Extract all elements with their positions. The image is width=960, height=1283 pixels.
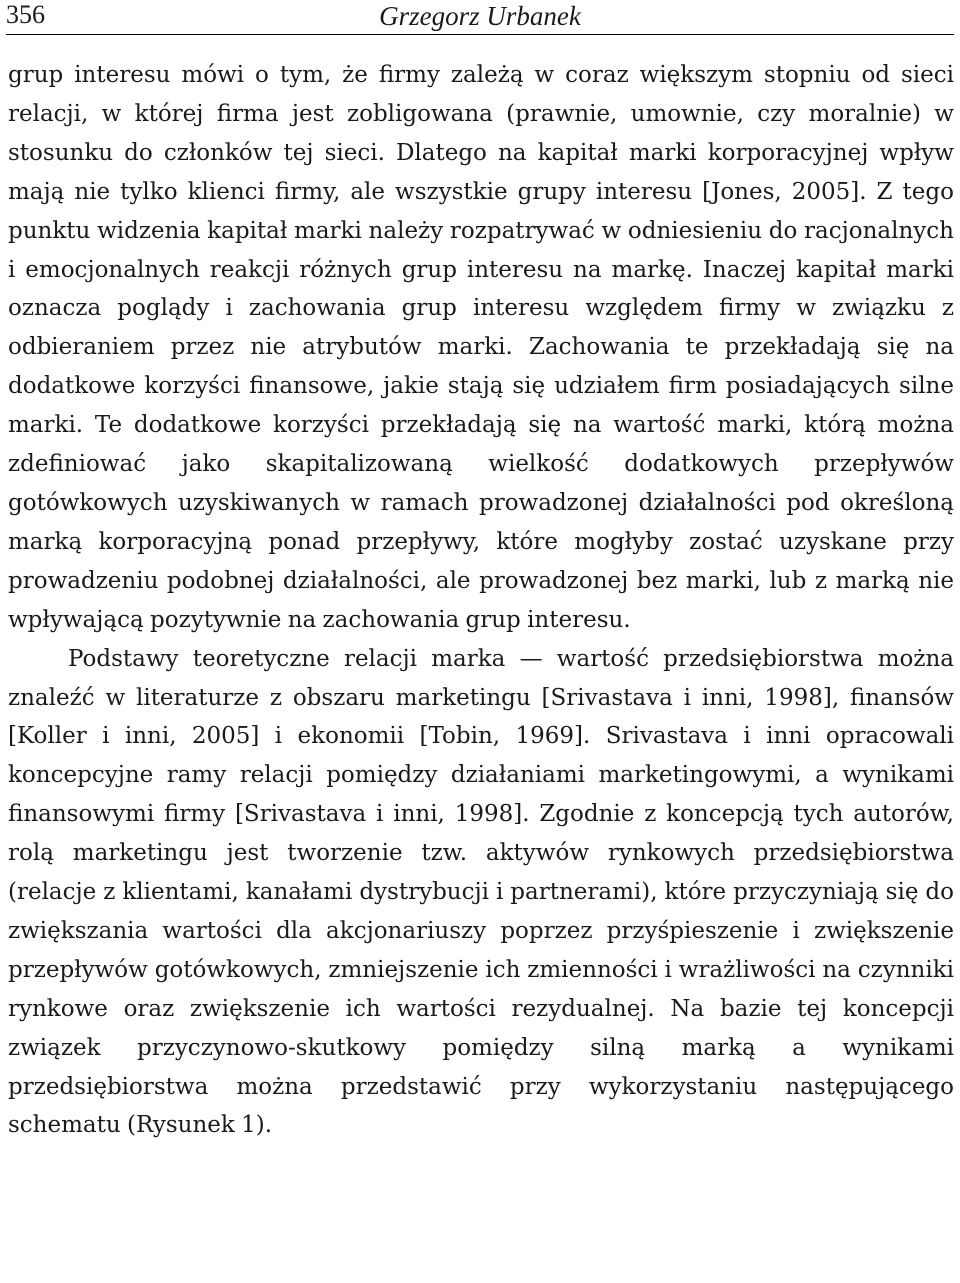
paragraph-2: Podstawy teoretyczne relacji marka — wartość przedsiębiorstwa można znaleźć w literaturze z obszaru marketingu [Srivastava i inni, 1998], finansów [Koller i inni, 2005] i ekonomii [Tobin, 1969]. Srivastava i inni opracowali koncepcyjne ramy relacji pomiędzy działaniami marketingowymi, a wynikami finansowymi firmy [Srivastava i inni, 1998]. Zgodnie z koncepcją tych autorów, rolą marketingu jest tworzenie tzw. aktywów rynkowych przedsiębiorstwa (relacje z klientami, kanałami dystrybucji i partnerami), które przyczyniają się do zwiększania wartości dla akcjonariuszy poprzez przyśpieszenie i zwiększenie przepływów gotówkowych, zmniejszenie ich zmienności i wrażliwości na czynniki rynkowe oraz zwiększenie ich wartości rezydualnej. Na bazie tej koncepcji związek przyczynowo-skutkowy pomiędzy silną marką a wynikami przedsiębiorstwa można przedstawić przy wykorzystaniu następującego schematu (Rysunek 1). [8, 645, 954, 1139]
body-text [8, 56, 954, 1145]
page-header [6, 0, 954, 35]
page-number: 356 [6, 0, 45, 29]
running-head-author: Grzegorz Urbanek [379, 1, 581, 31]
paragraph-1: grup interesu mówi o tym, że firmy zależą w coraz większym stopniu od sieci relacji, w której firma jest zobligowana (prawnie, umownie, czy moralnie) w stosunku do członków tej sieci. Dlatego na kapitał marki korporacyjnej wpływ mają nie tylko klienci firmy, ale wszystkie grupy interesu [Jones, 2005]. Z tego punktu widzenia kapitał marki należy rozpatrywać w odniesieniu do racjonalnych i emocjonalnych reakcji różnych grup interesu na markę. Inaczej kapitał marki oznacza poglądy i zachowania grup interesu względem firmy w związku z odbieraniem przez nie atrybutów marki. Zachowania te przekładają się na dodatkowe korzyści finansowe, jakie stają się udziałem firm posiadających silne marki. Te dodatkowe korzyści przekładają się na wartość marki, którą można zdefiniować jako skapitalizowaną wielkość dodatkowych przepływów gotówkowych uzyskiwanych w ramach prowadzonej działalności pod określoną marką korporacyjną ponad przepływy, które mogłyby zostać uzyskane przy prowadzeniu podobnej działalności, ale prowadzonej bez marki, lub z marką nie wpływającą pozytywnie na zachowania grup interesu. [8, 62, 954, 633]
